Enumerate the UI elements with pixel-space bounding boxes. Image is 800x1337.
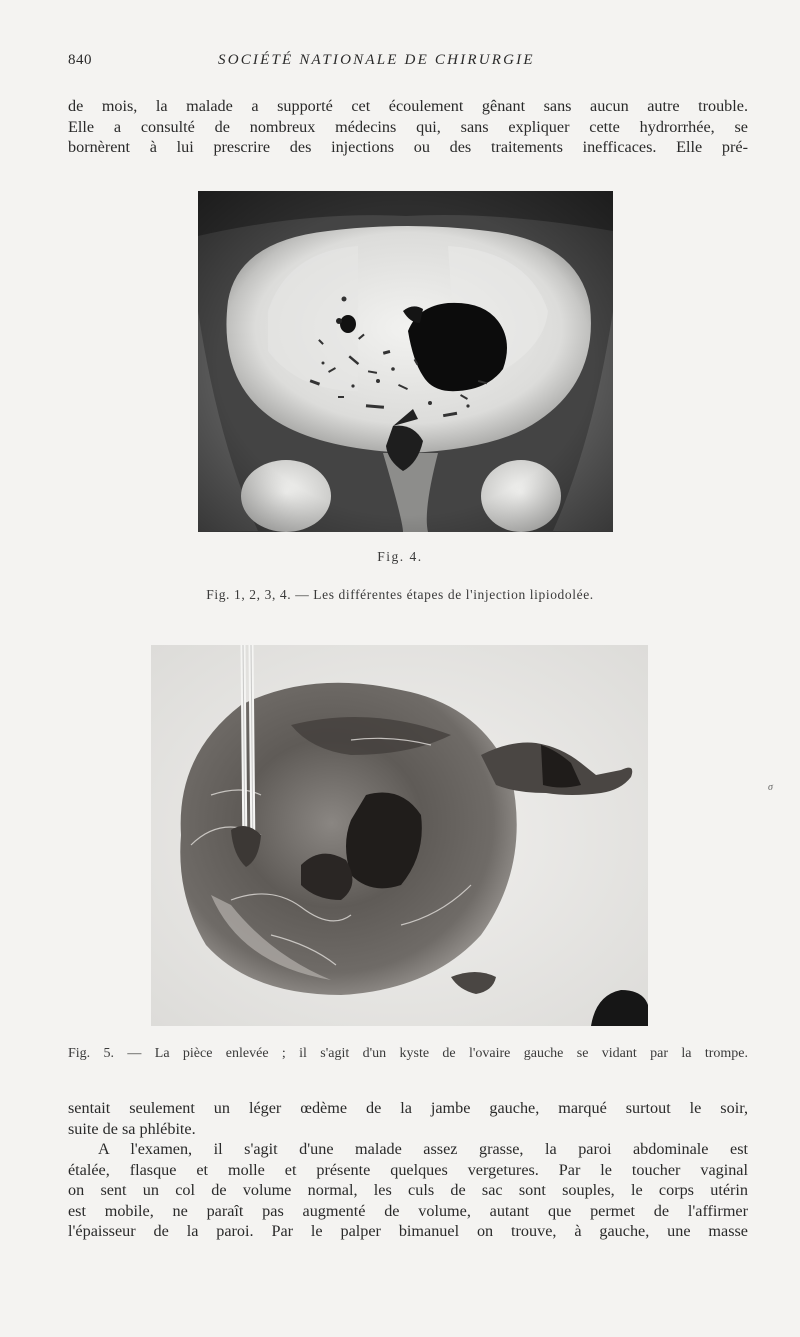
- text-line: on sent un col de volume normal, les culs de sac sont souples, le corps utérin: [68, 1181, 748, 1199]
- text-line: de mois, la malade a supporté cet écoulement gênant sans aucun autre trouble.: [68, 97, 748, 115]
- running-head: [68, 52, 748, 76]
- radiograph-image: [198, 191, 613, 532]
- figure-4-label: Fig. 4.: [377, 549, 423, 564]
- figure-4-radiograph: [198, 191, 613, 532]
- text-line: bornèrent à lui prescrire des injections ou des traitements inefficaces. Elle pré-: [68, 138, 748, 156]
- paragraph-top: [68, 96, 748, 158]
- paragraph-bottom-1: [68, 1098, 748, 1139]
- margin-mark: σ: [768, 782, 773, 793]
- text-line: A l'examen, il s'agit d'une malade assez grasse, la paroi abdominale est: [98, 1140, 748, 1158]
- figures-1-4-caption: Fig. 1, 2, 3, 4. — Les différentes étapes de l'injection lipiodolée.: [206, 587, 594, 602]
- text-line: étalée, flasque et molle et présente quelques vergetures. Par le toucher vaginal: [68, 1160, 748, 1179]
- journal-title: SOCIÉTÉ NATIONALE DE CHIRURGIE: [218, 52, 535, 68]
- paragraph-bottom-2: [68, 1139, 748, 1242]
- specimen-image: [151, 645, 648, 1026]
- text-line: est mobile, ne paraît pas augmenté de volume, autant que permet de l'affirmer: [68, 1201, 748, 1220]
- figure-5-caption: Fig. 5. — La pièce enlevée ; il s'agit d'un kyste de l'ovaire gauche se vidant par la trompe.: [68, 1046, 748, 1061]
- figure-5-photograph: [151, 645, 648, 1026]
- text-line: suite de sa phlébite.: [68, 1119, 196, 1138]
- page-number: 840: [68, 52, 92, 68]
- text-line: l'épaisseur de la paroi. Par le palper bimanuel on trouve, à gauche, une masse: [68, 1222, 748, 1240]
- text-line: sentait seulement un léger œdème de la jambe gauche, marqué surtout le soir,: [68, 1099, 748, 1117]
- text-line: Elle a consulté de nombreux médecins qui, sans expliquer cette hydrorrhée, se: [68, 117, 748, 136]
